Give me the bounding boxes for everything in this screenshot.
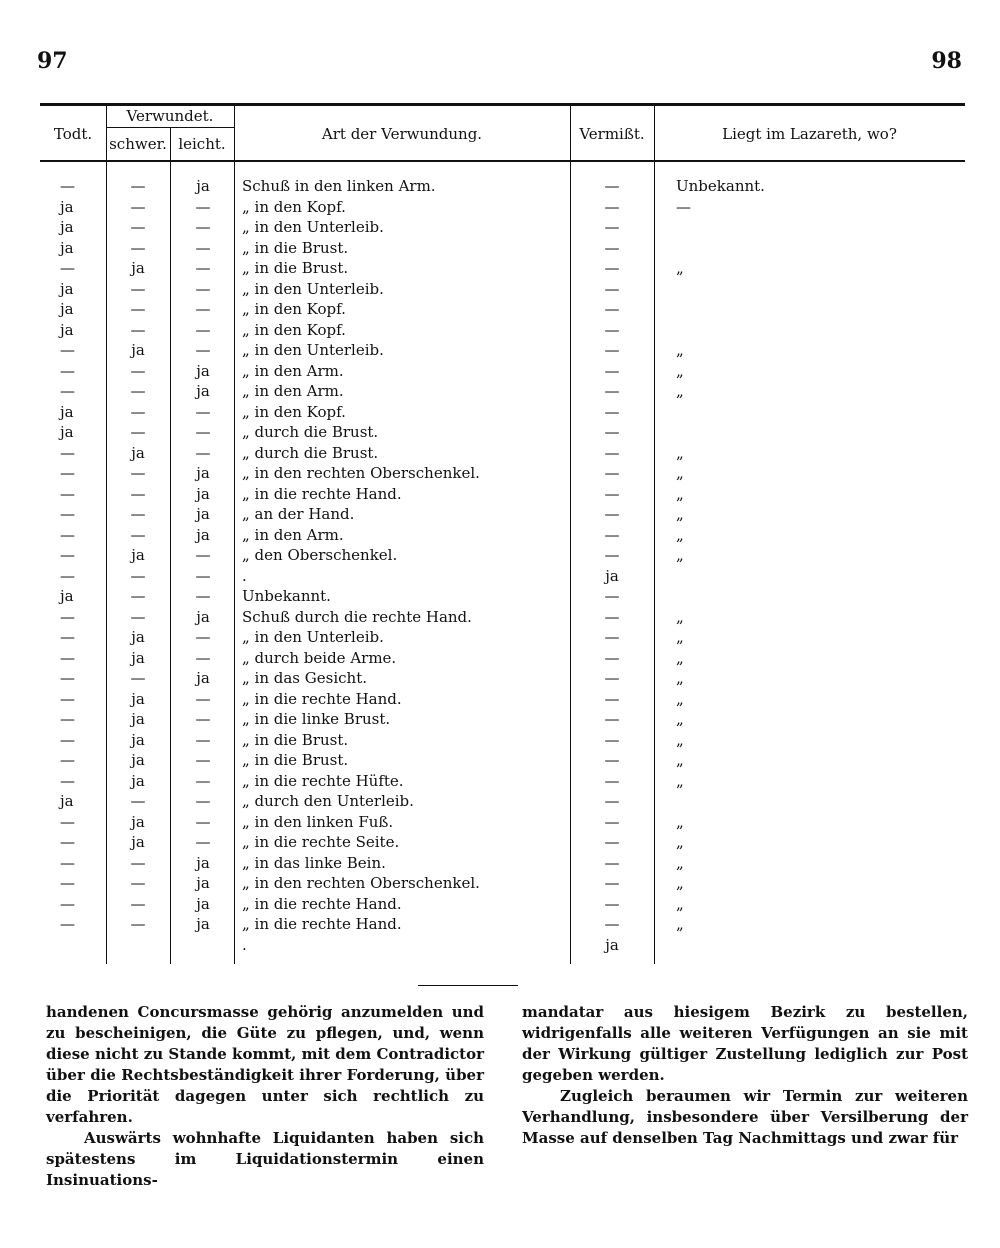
- cell-lazareth: „: [676, 689, 684, 708]
- cell-leicht: —: [195, 792, 211, 810]
- table-row: [40, 668, 965, 689]
- cell-leicht: ja: [196, 361, 210, 380]
- cell-schwer: —: [130, 361, 146, 380]
- table-row: [40, 340, 965, 361]
- cell-lazareth: „: [676, 894, 684, 913]
- cell-schwer: —: [130, 853, 146, 872]
- cell-schwer: —: [130, 792, 146, 810]
- cell-todt: —: [60, 689, 75, 708]
- cell-art: „ in den Arm.: [242, 382, 344, 400]
- cell-lazareth: „: [676, 484, 684, 503]
- cell-schwer: —: [130, 525, 146, 544]
- cell-art: .: [242, 935, 247, 954]
- table-row: [40, 648, 965, 669]
- table-row: [40, 607, 965, 628]
- paragraph: mandatar aus hiesigem Bezirk zu bestellen, widrigenfalls alle weiteren Verfügungen an sie mit der Wirkung gültiger Zustellung lediglich zur Post gegeben werden.: [522, 1003, 968, 1084]
- cell-vermisst: ja: [605, 566, 619, 585]
- cell-vermisst: —: [604, 648, 620, 667]
- cell-todt: —: [60, 566, 75, 585]
- cell-todt: —: [60, 894, 75, 913]
- cell-schwer: —: [130, 423, 146, 441]
- table-row: [40, 853, 965, 874]
- cell-art: „ in den rechten Oberschenkel.: [242, 464, 480, 482]
- cell-todt: —: [60, 710, 75, 728]
- cell-art: „ in die rechte Hand.: [242, 689, 402, 708]
- cell-vermisst: —: [604, 238, 620, 257]
- cell-schwer: —: [130, 587, 146, 605]
- cell-leicht: —: [195, 402, 211, 421]
- cell-leicht: ja: [196, 607, 210, 626]
- cell-lazareth: „: [676, 853, 684, 872]
- cell-leicht: ja: [196, 484, 210, 503]
- cell-schwer: ja: [131, 730, 145, 749]
- cell-vermisst: —: [604, 402, 620, 421]
- cell-art: „ in das Gesicht.: [242, 669, 367, 687]
- cell-leicht: —: [195, 771, 211, 790]
- table-row: [40, 484, 965, 505]
- cell-vermisst: —: [604, 341, 620, 359]
- text-column-right: [522, 1002, 968, 1149]
- cell-vermisst: —: [604, 792, 620, 810]
- table-row: [40, 320, 965, 341]
- cell-todt: —: [60, 464, 75, 482]
- table-row: [40, 873, 965, 894]
- cell-schwer: ja: [131, 259, 145, 277]
- table-row: [40, 689, 965, 710]
- cell-todt: ja: [60, 423, 74, 441]
- cell-leicht: —: [195, 259, 211, 277]
- header-verwundet: Verwundet.: [126, 107, 214, 125]
- cell-vermisst: —: [604, 587, 620, 605]
- table-row: [40, 525, 965, 546]
- cell-art: „ durch beide Arme.: [242, 648, 397, 667]
- cell-vermisst: —: [604, 443, 620, 462]
- cell-todt: ja: [60, 320, 74, 339]
- cell-lazareth: „: [676, 730, 684, 749]
- header-schwer: schwer.: [109, 135, 167, 153]
- cell-vermisst: —: [604, 423, 620, 441]
- cell-vermisst: —: [604, 177, 620, 195]
- table-header-rule: [40, 160, 965, 162]
- cell-leicht: —: [195, 648, 211, 667]
- cell-todt: —: [60, 669, 75, 687]
- cell-schwer: ja: [131, 628, 145, 646]
- cell-vermisst: —: [604, 525, 620, 544]
- cell-lazareth: „: [676, 669, 684, 687]
- header-lazareth: Liegt im Lazareth, wo?: [722, 125, 897, 143]
- cell-art: „ in den Kopf.: [242, 197, 346, 216]
- cell-art: „ in den rechten Oberschenkel.: [242, 874, 480, 892]
- cell-art: „ den Oberschenkel.: [242, 546, 398, 564]
- table-row: [40, 812, 965, 833]
- cell-vermisst: —: [604, 628, 620, 646]
- page-number-left: 97: [37, 48, 68, 74]
- cell-art: „ in die rechte Hand.: [242, 484, 402, 503]
- table-row: [40, 832, 965, 853]
- cell-leicht: —: [195, 587, 211, 605]
- cell-art: „ in den Kopf.: [242, 300, 346, 318]
- cell-art: „ in die rechte Hand.: [242, 915, 402, 933]
- cell-schwer: —: [130, 464, 146, 482]
- cell-lazareth: „: [676, 915, 684, 933]
- cell-vermisst: —: [604, 382, 620, 400]
- cell-todt: ja: [60, 279, 74, 298]
- cell-todt: ja: [60, 792, 74, 810]
- table-row: [40, 361, 965, 382]
- cell-vermisst: —: [604, 279, 620, 298]
- cell-todt: ja: [60, 587, 74, 605]
- table-row: [40, 279, 965, 300]
- cell-leicht: —: [195, 320, 211, 339]
- cell-lazareth: Unbekannt.: [676, 177, 765, 195]
- cell-todt: —: [60, 177, 75, 195]
- cell-art: .: [242, 566, 247, 585]
- cell-art: „ in den Unterleib.: [242, 341, 384, 359]
- cell-leicht: —: [195, 279, 211, 298]
- table-row: [40, 443, 965, 464]
- cell-vermisst: —: [604, 812, 620, 831]
- cell-todt: —: [60, 505, 75, 523]
- cell-schwer: ja: [131, 771, 145, 790]
- table-row: [40, 627, 965, 648]
- cell-lazareth: „: [676, 505, 684, 523]
- cell-art: „ in den Kopf.: [242, 402, 346, 421]
- cell-lazareth: „: [676, 771, 684, 790]
- cell-art: „ in die linke Brust.: [242, 710, 391, 728]
- cell-leicht: —: [195, 628, 211, 646]
- cell-schwer: —: [130, 402, 146, 421]
- header-vermisst: Vermißt.: [579, 125, 645, 143]
- cell-todt: —: [60, 259, 75, 277]
- table-row: [40, 771, 965, 792]
- cell-vermisst: ja: [605, 935, 619, 954]
- cell-todt: ja: [60, 238, 74, 257]
- cell-todt: —: [60, 874, 75, 892]
- text-column-left: [46, 1002, 484, 1191]
- table-row: [40, 258, 965, 279]
- cell-leicht: —: [195, 710, 211, 728]
- cell-vermisst: —: [604, 484, 620, 503]
- table-row: [40, 238, 965, 259]
- cell-todt: ja: [60, 218, 74, 236]
- cell-art: „ in das linke Bein.: [242, 853, 386, 872]
- cell-leicht: ja: [196, 525, 210, 544]
- cell-todt: —: [60, 382, 75, 400]
- cell-schwer: —: [130, 607, 146, 626]
- cell-leicht: ja: [196, 915, 210, 933]
- cell-todt: —: [60, 771, 75, 790]
- cell-schwer: —: [130, 566, 146, 585]
- cell-leicht: ja: [196, 177, 210, 195]
- cell-lazareth: „: [676, 464, 684, 482]
- table-row: [40, 402, 965, 423]
- section-rule: [418, 985, 518, 986]
- cell-lazareth: „: [676, 525, 684, 544]
- cell-art: „ in die rechte Hand.: [242, 894, 402, 913]
- cell-vermisst: —: [604, 669, 620, 687]
- cell-vermisst: —: [604, 894, 620, 913]
- cell-vermisst: —: [604, 710, 620, 728]
- cell-art: „ in die Brust.: [242, 751, 349, 769]
- cell-art: Unbekannt.: [242, 587, 331, 605]
- cell-leicht: ja: [196, 853, 210, 872]
- cell-todt: —: [60, 730, 75, 749]
- cell-schwer: —: [130, 218, 146, 236]
- cell-leicht: —: [195, 566, 211, 585]
- cell-todt: —: [60, 915, 75, 933]
- cell-art: Schuß in den linken Arm.: [242, 177, 436, 195]
- cell-vermisst: —: [604, 197, 620, 216]
- cell-art: „ an der Hand.: [242, 505, 355, 523]
- cell-schwer: —: [130, 915, 146, 933]
- table-row: [40, 381, 965, 402]
- cell-lazareth: „: [676, 443, 684, 462]
- cell-leicht: —: [195, 812, 211, 831]
- cell-todt: —: [60, 484, 75, 503]
- cell-art: „ in den Unterleib.: [242, 279, 384, 298]
- cell-todt: —: [60, 648, 75, 667]
- table-row: [40, 791, 965, 812]
- cell-leicht: —: [195, 833, 211, 851]
- cell-todt: —: [60, 628, 75, 646]
- table-row: [40, 935, 965, 956]
- table-row: [40, 709, 965, 730]
- table-row: [40, 914, 965, 935]
- cell-leicht: —: [195, 341, 211, 359]
- cell-schwer: ja: [131, 689, 145, 708]
- table-row: [40, 894, 965, 915]
- cell-leicht: —: [195, 423, 211, 441]
- header-todt: Todt.: [53, 125, 93, 143]
- cell-leicht: ja: [196, 874, 210, 892]
- cell-vermisst: —: [604, 361, 620, 380]
- cell-vermisst: —: [604, 915, 620, 933]
- cell-schwer: ja: [131, 443, 145, 462]
- cell-art: „ in die rechte Hüfte.: [242, 771, 404, 790]
- cell-todt: —: [60, 812, 75, 831]
- cell-vermisst: —: [604, 300, 620, 318]
- cell-todt: —: [60, 361, 75, 380]
- cell-schwer: ja: [131, 710, 145, 728]
- cell-vermisst: —: [604, 689, 620, 708]
- cell-leicht: ja: [196, 894, 210, 913]
- cell-lazareth: „: [676, 648, 684, 667]
- cell-todt: —: [60, 546, 75, 564]
- cell-schwer: —: [130, 320, 146, 339]
- cell-schwer: ja: [131, 341, 145, 359]
- table-row: [40, 545, 965, 566]
- cell-leicht: —: [195, 443, 211, 462]
- cell-lazareth: „: [676, 607, 684, 626]
- page-number-right: 98: [931, 48, 962, 74]
- cell-lazareth: „: [676, 361, 684, 380]
- cell-leicht: ja: [196, 382, 210, 400]
- cell-schwer: ja: [131, 812, 145, 831]
- cell-todt: —: [60, 607, 75, 626]
- paragraph: Auswärts wohnhafte Liquidanten haben sich spätestens im Liquidationstermin einen Insinuations-: [46, 1129, 484, 1189]
- cell-vermisst: —: [604, 771, 620, 790]
- cell-vermisst: —: [604, 464, 620, 482]
- cell-art: „ in den Kopf.: [242, 320, 346, 339]
- cell-schwer: —: [130, 484, 146, 503]
- cell-lazareth: —: [676, 197, 691, 216]
- header-art: Art der Verwundung.: [321, 125, 483, 143]
- cell-vermisst: —: [604, 730, 620, 749]
- cell-art: „ in den Arm.: [242, 525, 344, 544]
- table-row: [40, 299, 965, 320]
- cell-vermisst: —: [604, 853, 620, 872]
- cell-leicht: ja: [196, 669, 210, 687]
- paragraph: Zugleich beraumen wir Termin zur weiteren Verhandlung, insbesondere über Versilberung der Masse auf denselben Tag Nachmittags und zwar für: [522, 1087, 968, 1147]
- cell-art: „ in die rechte Seite.: [242, 833, 400, 851]
- cell-art: „ in die Brust.: [242, 238, 349, 257]
- table-row: [40, 463, 965, 484]
- cell-schwer: —: [130, 669, 146, 687]
- table-row: [40, 217, 965, 238]
- cell-lazareth: „: [676, 341, 684, 359]
- cell-leicht: —: [195, 730, 211, 749]
- cell-todt: —: [60, 751, 75, 769]
- cell-schwer: ja: [131, 833, 145, 851]
- table-row: [40, 422, 965, 443]
- cell-vermisst: —: [604, 320, 620, 339]
- cell-art: „ in den Unterleib.: [242, 218, 384, 236]
- cell-schwer: —: [130, 505, 146, 523]
- cell-leicht: —: [195, 218, 211, 236]
- cell-lazareth: „: [676, 628, 684, 646]
- cell-todt: —: [60, 853, 75, 872]
- cell-schwer: —: [130, 382, 146, 400]
- cell-lazareth: „: [676, 546, 684, 564]
- cell-art: „ durch die Brust.: [242, 443, 379, 462]
- table-row: [40, 586, 965, 607]
- cell-vermisst: —: [604, 751, 620, 769]
- cell-vermisst: —: [604, 833, 620, 851]
- cell-vermisst: —: [604, 259, 620, 277]
- cell-schwer: —: [130, 197, 146, 216]
- cell-leicht: ja: [196, 505, 210, 523]
- cell-schwer: ja: [131, 751, 145, 769]
- cell-todt: —: [60, 341, 75, 359]
- cell-schwer: —: [130, 874, 146, 892]
- cell-leicht: —: [195, 300, 211, 318]
- cell-vermisst: —: [604, 218, 620, 236]
- cell-schwer: —: [130, 177, 146, 195]
- cell-art: „ in die Brust.: [242, 259, 349, 277]
- cell-leicht: —: [195, 546, 211, 564]
- cell-art: „ durch die Brust.: [242, 423, 379, 441]
- cell-leicht: —: [195, 238, 211, 257]
- cell-todt: ja: [60, 300, 74, 318]
- cell-lazareth: „: [676, 812, 684, 831]
- cell-schwer: ja: [131, 648, 145, 667]
- cell-art: „ in die Brust.: [242, 730, 349, 749]
- cell-leicht: —: [195, 751, 211, 769]
- cell-vermisst: —: [604, 607, 620, 626]
- header-leicht: leicht.: [178, 135, 226, 153]
- cell-schwer: —: [130, 300, 146, 318]
- cell-lazareth: „: [676, 382, 684, 400]
- cell-todt: —: [60, 443, 75, 462]
- cell-leicht: ja: [196, 464, 210, 482]
- cell-todt: —: [60, 525, 75, 544]
- cell-art: „ in den linken Fuß.: [242, 812, 394, 831]
- table-row: [40, 730, 965, 751]
- table-row: [40, 566, 965, 587]
- table-row: [40, 176, 965, 197]
- cell-art: „ in den Unterleib.: [242, 628, 384, 646]
- cell-vermisst: —: [604, 874, 620, 892]
- cell-todt: ja: [60, 402, 74, 421]
- cell-vermisst: —: [604, 505, 620, 523]
- cell-schwer: —: [130, 238, 146, 257]
- table-row: [40, 197, 965, 218]
- cell-lazareth: „: [676, 874, 684, 892]
- cell-todt: —: [60, 833, 75, 851]
- cell-art: „ in den Arm.: [242, 361, 344, 380]
- table-row: [40, 504, 965, 525]
- cell-schwer: ja: [131, 546, 145, 564]
- cell-schwer: —: [130, 279, 146, 298]
- cell-vermisst: —: [604, 546, 620, 564]
- cell-art: Schuß durch die rechte Hand.: [242, 607, 472, 626]
- table-top-rule: [40, 103, 965, 106]
- cell-leicht: —: [195, 689, 211, 708]
- cell-lazareth: „: [676, 259, 684, 277]
- cell-art: „ durch den Unterleib.: [242, 792, 414, 810]
- table-row: [40, 750, 965, 771]
- paragraph: handenen Concursmasse gehörig anzumelden und zu bescheinigen, die Güte zu pflegen, und, wenn diese nicht zu Stande kommt, mit dem Contradictor über die Rechtsbeständigkeit ihrer Forderung, über die Priorität dagegen unter sich rechtlich zu verfahren.: [46, 1003, 484, 1126]
- cell-lazareth: „: [676, 710, 684, 728]
- cell-schwer: —: [130, 894, 146, 913]
- cell-leicht: —: [195, 197, 211, 216]
- cell-lazareth: „: [676, 751, 684, 769]
- cell-todt: ja: [60, 197, 74, 216]
- cell-lazareth: „: [676, 833, 684, 851]
